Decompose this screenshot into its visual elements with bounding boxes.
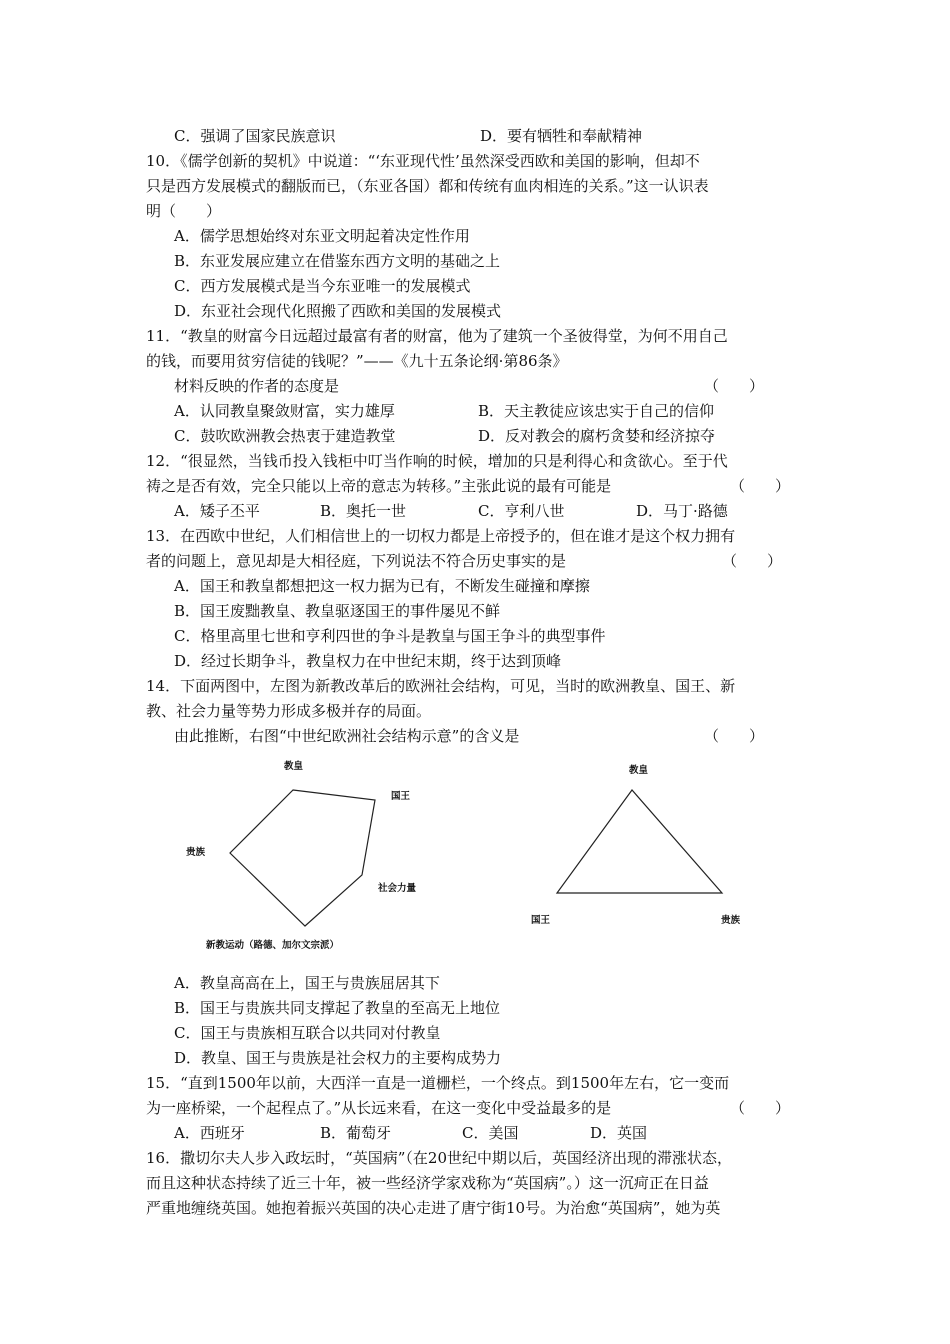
q12-answer-paren: （ ） xyxy=(730,477,791,495)
q13-option-a: A．国王和教皇都想把这一权力据为已有，不断发生碰撞和摩擦 xyxy=(174,577,590,595)
q9-option-d: D．要有牺牲和奉献精神 xyxy=(480,127,643,145)
q14-stem-line3: 由此推断，右图“中世纪欧洲社会结构示意”的含义是 xyxy=(174,727,520,745)
q11-answer-paren: （ ） xyxy=(704,377,765,395)
q11-option-d: D．反对教会的腐朽贪婪和经济掠夺 xyxy=(478,427,716,445)
q14-stem-line2: 教、社会力量等势力形成多极并存的局面。 xyxy=(146,702,432,720)
q13-answer-paren: （ ） xyxy=(722,552,783,570)
left-fig-nobles-label: 贵族 xyxy=(186,847,206,858)
q16-stem-line2: 而且这种状态持续了近三十年，被一些经济学家戏称为“英国病”。）这一沉疴正在日益 xyxy=(146,1174,709,1192)
q10-stem-line1: 10．《儒学创新的契机》中说道：“‘东亚现代性’虽然深受西欧和美国的影响，但却不 xyxy=(146,152,700,170)
q13-option-d: D．经过长期争斗，教皇权力在中世纪末期，终于达到顶峰 xyxy=(174,652,562,670)
q10-stem-line2: 只是西方发展模式的翻版而已，（东亚各国）都和传统有血肉相连的关系。”这一认识表 xyxy=(146,177,709,195)
q10-option-b: B．东亚发展应建立在借鉴东西方文明的基础之上 xyxy=(174,252,501,270)
left-fig-king-label: 国王 xyxy=(391,791,411,802)
q13-stem-line2: 者的问题上，意见却是大相径庭，下列说法不符合历史事实的是 xyxy=(146,552,567,570)
q10-stem-line3: 明（ ） xyxy=(146,202,222,220)
q12-stem-line2: 祷之是否有效，完全只能以上帝的意志为转移。”主张此说的最有可能是 xyxy=(146,477,612,495)
q14-option-d: D．教皇、国王与贵族是社会权力的主要构成势力 xyxy=(174,1049,502,1067)
q15-answer-paren: （ ） xyxy=(730,1099,791,1117)
q11-option-c: C．鼓吹欧洲教会热衷于建造教堂 xyxy=(174,427,396,445)
left-fig-protestant-label: 新教运动（路德、加尔文宗派） xyxy=(206,940,340,951)
left-fig-pope-label: 教皇 xyxy=(284,761,304,772)
q12-option-c: C．亨利八世 xyxy=(478,502,565,520)
q10-option-d: D．东亚社会现代化照搬了西欧和美国的发展模式 xyxy=(174,302,502,320)
q11-stem-line2: 的钱，而要用贫穷信徒的钱呢？”——《九十五条论纲·第86条》 xyxy=(146,352,568,370)
q13-option-c: C．格里高里七世和亨利四世的争斗是教皇与国王争斗的典型事件 xyxy=(174,627,606,645)
right-fig-pope-label: 教皇 xyxy=(629,765,649,776)
q15-option-b: B．葡萄牙 xyxy=(320,1124,392,1142)
q15-option-a: A．西班牙 xyxy=(174,1124,245,1142)
q12-option-a: A．矮子丕平 xyxy=(174,502,260,520)
q11-stem-line3: 材料反映的作者的态度是 xyxy=(174,377,340,395)
right-society-triangle xyxy=(557,790,722,893)
q14-option-a: A．教皇高高在上，国王与贵族屈居其下 xyxy=(174,974,440,992)
q11-option-a: A．认同教皇聚敛财富，实力雄厚 xyxy=(174,402,395,420)
q15-option-c: C．美国 xyxy=(462,1124,519,1142)
q15-stem-line1: 15．“直到1500年以前，大西洋一直是一道栅栏，一个终点。到1500年左右，它一变而 xyxy=(146,1074,730,1092)
q14-option-c: C．国王与贵族相互联合以共同对付教皇 xyxy=(174,1024,441,1042)
q14-option-b: B．国王与贵族共同支撑起了教皇的至高无上地位 xyxy=(174,999,501,1017)
right-fig-nobles-label: 贵族 xyxy=(721,915,741,926)
q12-option-b: B．奥托一世 xyxy=(320,502,407,520)
q12-stem-line1: 12．“很显然，当钱币投入钱柜中叮当作响的时候，增加的只是利得心和贪欲心。至于代 xyxy=(146,452,728,470)
right-fig-king-label: 国王 xyxy=(531,915,551,926)
q10-option-c: C．西方发展模式是当今东亚唯一的发展模式 xyxy=(174,277,471,295)
left-fig-social-label: 社会力量 xyxy=(378,883,417,894)
q12-option-d: D．马丁·路德 xyxy=(636,502,728,520)
q15-option-d: D．英国 xyxy=(590,1124,648,1142)
q16-stem-line3: 严重地缠绕英国。她抱着振兴英国的决心走进了唐宁街10号。为治愈“英国病”，她为英 xyxy=(146,1199,721,1217)
q11-option-b: B．天主教徒应该忠实于自己的信仰 xyxy=(478,402,715,420)
q14-stem-line1: 14．下面两图中，左图为新教改革后的欧洲社会结构，可见，当时的欧洲教皇、国王、新 xyxy=(146,677,736,695)
q9-option-c: C．强调了国家民族意识 xyxy=(174,127,336,145)
q15-stem-line2: 为一座桥梁，一个起程点了。”从长远来看，在这一变化中受益最多的是 xyxy=(146,1099,612,1117)
q13-stem-line1: 13．在西欧中世纪，人们相信世上的一切权力都是上帝授予的，但在谁才是这个权力拥有 xyxy=(146,527,736,545)
left-society-pentagon xyxy=(230,790,375,926)
q10-option-a: A．儒学思想始终对东亚文明起着决定性作用 xyxy=(174,227,470,245)
q11-stem-line1: 11．“教皇的财富今日远超过最富有者的财富，他为了建筑一个圣彼得堂，为何不用自己 xyxy=(146,327,728,345)
q13-option-b: B．国王废黜教皇、教皇驱逐国王的事件屡见不鲜 xyxy=(174,602,501,620)
q14-answer-paren: （ ） xyxy=(704,727,765,745)
q16-stem-line1: 16．撒切尔夫人步入政坛时，“英国病”（在20世纪中期以后，英国经济出现的滞涨状态， xyxy=(146,1149,733,1167)
